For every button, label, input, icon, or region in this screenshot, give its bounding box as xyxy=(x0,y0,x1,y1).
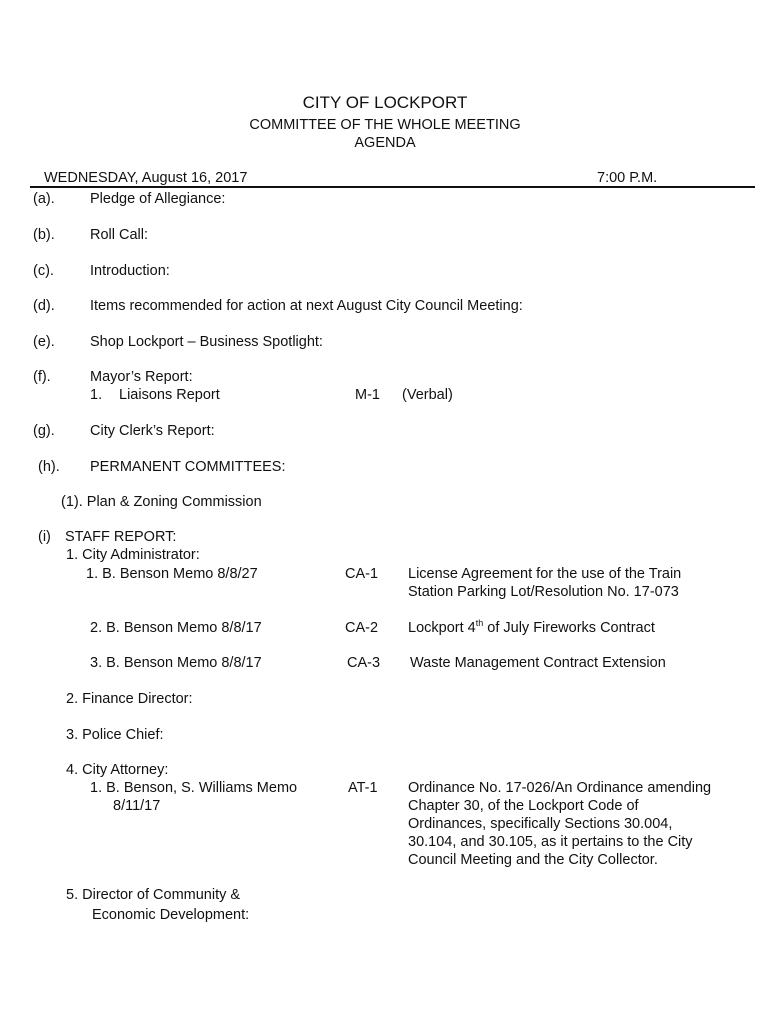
ca2-description-sup: th xyxy=(475,618,484,629)
item-f-sub1-code: M-1 xyxy=(355,387,380,403)
at1-code: AT-1 xyxy=(348,780,378,796)
item-f-sub1-number: 1. xyxy=(90,387,103,403)
meeting-title: COMMITTEE OF THE WHOLE MEETING xyxy=(249,117,521,133)
city-attorney-heading: 4. City Attorney: xyxy=(66,762,169,778)
ca2-description-post: of July Fireworks Contract xyxy=(483,620,655,636)
item-i-text: STAFF REPORT: xyxy=(65,529,177,545)
at1-description-line3: Ordinances, specifically Sections 30.004, xyxy=(408,816,673,832)
item-e-text: Shop Lockport – Business Spotlight: xyxy=(90,334,323,350)
item-d-text: Items recommended for action at next August City Council Meeting: xyxy=(90,298,523,314)
ca3-code: CA-3 xyxy=(347,655,381,671)
meeting-date: WEDNESDAY, August 16, 2017 xyxy=(44,170,248,186)
item-b-letter: (b). xyxy=(33,227,55,243)
ca2-memo: 2. B. Benson Memo 8/8/17 xyxy=(90,620,262,636)
item-c-text: Introduction: xyxy=(90,263,170,279)
item-c-letter: (c). xyxy=(33,263,54,279)
item-f-sub1-note: (Verbal) xyxy=(402,387,453,403)
meeting-time: 7:00 P.M. xyxy=(597,170,658,186)
police-chief-heading: 3. Police Chief: xyxy=(66,727,164,743)
ca1-description-line1: License Agreement for the use of the Train xyxy=(408,566,682,582)
item-g-letter: (g). xyxy=(33,423,55,439)
at1-memo-line2: 8/11/17 xyxy=(113,798,161,814)
header-divider xyxy=(30,186,755,188)
item-g-text: City Clerk’s Report: xyxy=(90,423,215,439)
at1-memo-line1: 1. B. Benson, S. Williams Memo xyxy=(90,780,298,796)
item-b-text: Roll Call: xyxy=(90,227,149,243)
ca1-memo: 1. B. Benson Memo 8/8/27 xyxy=(86,566,258,582)
item-i-letter: (i) xyxy=(38,529,51,545)
agenda-title: AGENDA xyxy=(354,135,416,151)
at1-description-line4: 30.104, and 30.105, as it pertains to the City xyxy=(408,834,693,850)
item-a-text: Pledge of Allegiance: xyxy=(90,191,226,207)
ca2-description-pre: Lockport 4 xyxy=(408,620,476,636)
item-e-letter: (e). xyxy=(33,334,55,350)
at1-description-line5: Council Meeting and the City Collector. xyxy=(408,852,658,868)
ca3-description: Waste Management Contract Extension xyxy=(410,655,666,671)
at1-description-line1: Ordinance No. 17-026/An Ordinance amending xyxy=(408,780,712,796)
director-heading-line1: 5. Director of Community & xyxy=(66,887,241,903)
ca1-description-line2: Station Parking Lot/Resolution No. 17-073 xyxy=(408,584,679,600)
city-administrator-heading: 1. City Administrator: xyxy=(66,547,200,563)
item-f-sub1-text: Liaisons Report xyxy=(119,387,220,403)
item-f-letter: (f). xyxy=(33,369,51,385)
city-title: CITY OF LOCKPORT xyxy=(302,93,468,112)
item-h-letter: (h). xyxy=(38,459,60,475)
item-h-text: PERMANENT COMMITTEES: xyxy=(90,459,286,475)
ca3-memo: 3. B. Benson Memo 8/8/17 xyxy=(90,655,262,671)
director-heading-line2: Economic Development: xyxy=(92,907,250,923)
item-a-letter: (a). xyxy=(33,191,55,207)
ca2-code: CA-2 xyxy=(345,620,379,636)
at1-description-line2: Chapter 30, of the Lockport Code of xyxy=(408,798,639,814)
ca2-description xyxy=(408,619,655,637)
item-f-text: Mayor’s Report: xyxy=(90,369,193,385)
finance-director-heading: 2. Finance Director: xyxy=(66,691,193,707)
item-d-letter: (d). xyxy=(33,298,55,314)
item-h-sub1: (1). Plan & Zoning Commission xyxy=(61,494,262,510)
ca1-code: CA-1 xyxy=(345,566,379,582)
